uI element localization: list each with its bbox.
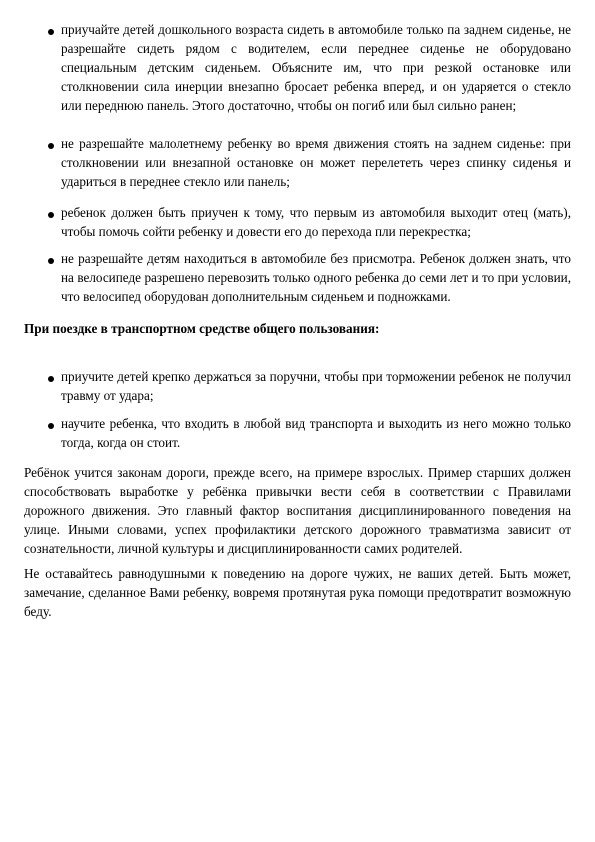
list-item: не разрешайте малолетнему ребенку во время движения стоять на заднем сиденье: при столкновении или внезапной остановке он может перелететь через спинку сиденья и удариться в переднее стекло или панель;	[61, 136, 571, 189]
bullet-icon	[48, 212, 54, 218]
body-paragraph: Не оставайтесь равнодушными к поведению на дороге чужих, не ваших детей. Быть может, замечание, сделанное Вами ребенку, вовремя протянутая рука помощи предотвратит возможную беду.	[24, 566, 571, 619]
list-item: приучите детей крепко держаться за поручни, чтобы при торможении ребенок не получил травму от удара;	[61, 369, 571, 403]
body-paragraph: Ребёнок учится законам дороги, прежде всего, на примере взрослых. Пример старших должен способствовать выработке у ребёнка привычки вести себя в соответствии с Правилами дорожного движения. Это главный фактор воспитания дисциплинированного поведения на улице. Иными словами, успех профилактики детского дорожного травматизма зависит от сознательности, личной культуры и дисциплинированности самих родителей.	[24, 465, 571, 556]
bullet-icon	[48, 423, 54, 429]
bullet-icon	[48, 376, 54, 382]
list-item: не разрешайте детям находиться в автомобиле без присмотра. Ребенок должен знать, что на велосипеде разрешено перевозить только одного ребенка до семи лет и то при условии, что велосипед оборудован дополнительным сиденьем и подножками.	[61, 251, 571, 304]
bullet-icon	[48, 258, 54, 264]
list-item: приучайте детей дошкольного возраста сидеть в автомобиле только па заднем сиденье, не разрешайте сидеть рядом с водителем, если переднее сиденье не оборудовано специальным детским сиденьем. Объясните им, что при резкой остановке или столкновении сила инерции внезапно бросает ребенка вперед, и он ударяется о стекло или переднюю панель. Этого достаточно, чтобы он погиб или был сильно ранен;	[61, 22, 571, 113]
bullet-icon	[48, 29, 54, 35]
bullet-icon	[48, 143, 54, 149]
list-item: научите ребенка, что входить в любой вид транспорта и выходить из него можно только тогда, когда он стоит.	[61, 416, 571, 450]
section-heading: При поездке в транспортном средстве общего пользования:	[24, 321, 380, 336]
list-item: ребенок должен быть приучен к тому, что первым из автомобиля выходит отец (мать), чтобы помочь сойти ребенку и довести его до перехода пли перекрестка;	[61, 205, 571, 239]
